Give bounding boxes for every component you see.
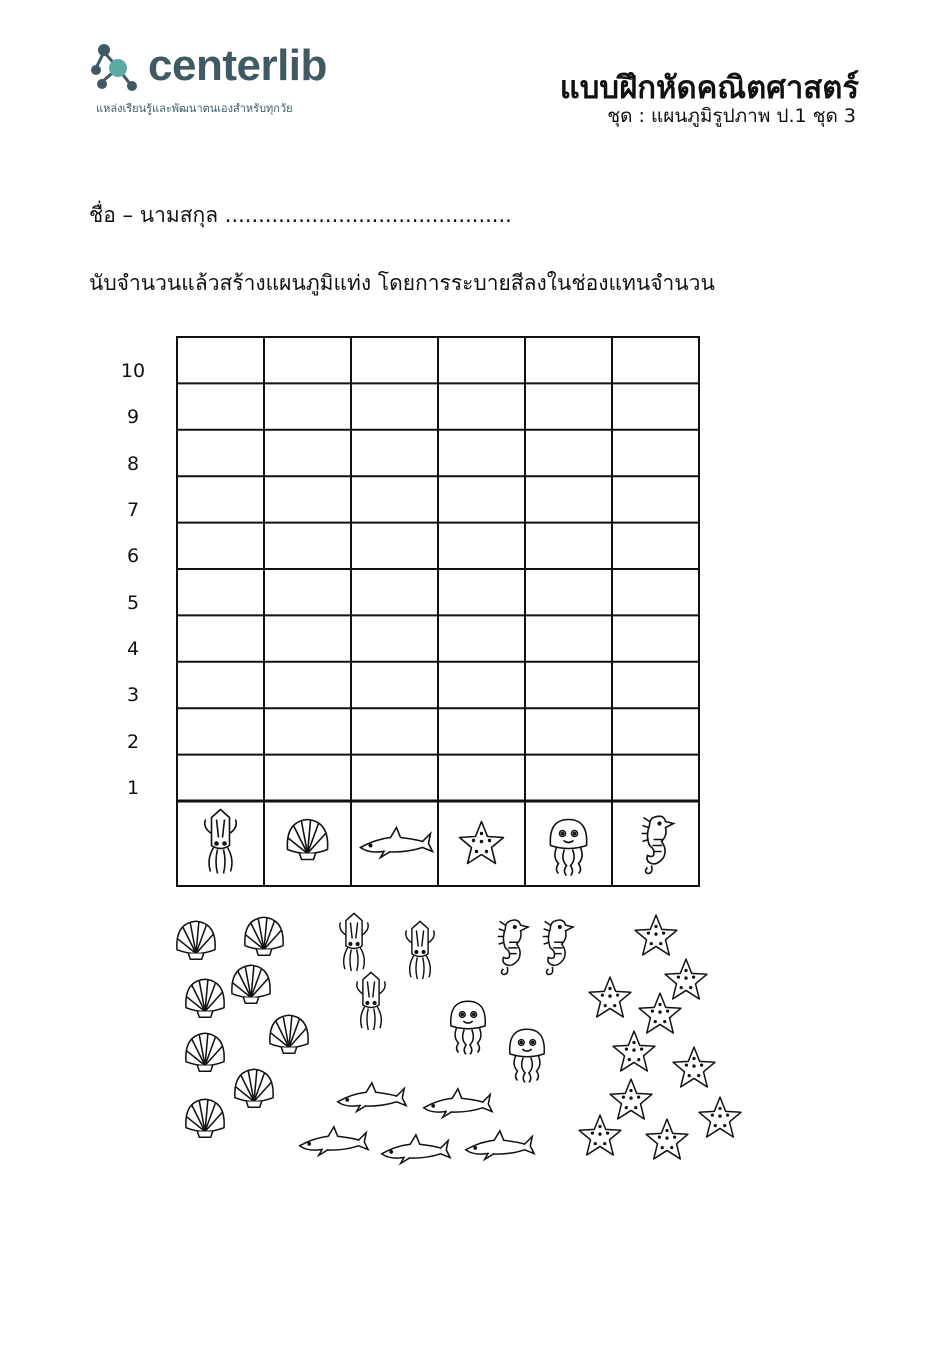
shell-icon: [232, 965, 270, 1003]
page-subtitle: ชุด : แผนภูมิรูปภาพ ป.1 ชุด 3: [607, 105, 856, 127]
y-tick-label: 2: [126, 731, 140, 753]
seahorse-icon: [642, 816, 674, 873]
squid-icon: [205, 810, 237, 874]
instruction-text: นับจำนวนแล้วสร้างแผนภูมิแท่ง โดยการระบายสีลงในช่องแทนจำนวน: [89, 271, 715, 295]
shell-icon: [186, 979, 224, 1017]
starfish-icon: [610, 1079, 652, 1119]
y-tick-label: 8: [126, 453, 140, 475]
y-tick-label: 9: [126, 406, 140, 428]
dolphin-icon: [424, 1089, 492, 1118]
starfish-icon: [589, 977, 631, 1017]
y-tick-label: 7: [126, 499, 140, 521]
shell-icon: [235, 1069, 273, 1107]
y-tick-label: 10: [120, 360, 146, 382]
seahorse-icon: [543, 920, 573, 974]
shell-icon: [270, 1015, 308, 1053]
jellyfish-icon: [550, 820, 586, 876]
shell-icon: [177, 921, 215, 959]
dolphin-icon: [300, 1127, 368, 1156]
starfish-icon: [613, 1031, 655, 1071]
squid-icon: [357, 972, 385, 1030]
y-tick-label: 3: [126, 684, 140, 706]
starfish-icon: [673, 1047, 715, 1087]
dolphin-icon: [466, 1131, 534, 1160]
logo-wordmark: centerlib: [148, 41, 327, 90]
dolphin-icon: [382, 1135, 450, 1164]
dolphin-icon: [338, 1083, 406, 1112]
shell-icon: [245, 917, 283, 955]
y-tick-label: 4: [126, 638, 140, 660]
logo-tagline: แหล่งเรียนรู้และพัฒนาตนเองสำหรับทุกวัย: [96, 102, 293, 115]
squid-icon: [340, 913, 368, 971]
starfish-icon: [635, 915, 677, 955]
jellyfish-icon: [451, 1001, 486, 1054]
page-title: แบบฝึกหัดคณิตศาสตร์: [559, 70, 859, 106]
y-tick-label: 5: [126, 592, 140, 614]
squid-icon: [406, 921, 434, 979]
starfish-icon: [460, 822, 504, 864]
jellyfish-icon: [510, 1029, 545, 1082]
shell-icon: [186, 1099, 224, 1137]
name-field[interactable]: ชื่อ – นามสกุล ...........................................: [89, 203, 512, 227]
starfish-icon: [699, 1097, 741, 1137]
grid: [177, 337, 699, 886]
dolphin-icon: [361, 828, 433, 858]
starfish-icon: [639, 993, 681, 1033]
starfish-icon: [665, 959, 707, 999]
y-tick-label: 1: [126, 777, 140, 799]
starfish-icon: [579, 1115, 621, 1155]
starfish-icon: [646, 1119, 688, 1159]
seahorse-icon: [498, 920, 528, 974]
y-tick-label: 6: [126, 545, 140, 567]
shell-icon: [287, 820, 327, 860]
shell-icon: [186, 1033, 224, 1071]
